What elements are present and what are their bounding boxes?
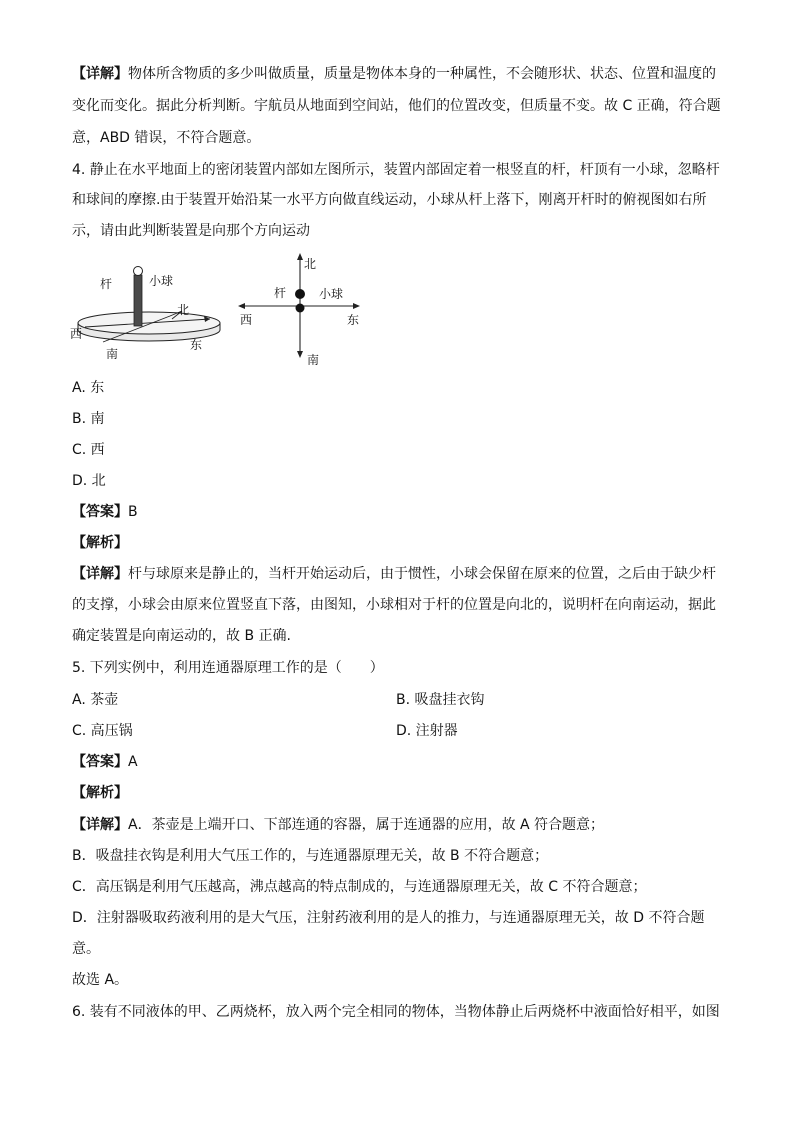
label-west: 西 <box>70 327 83 341</box>
label-rod: 杆 <box>274 286 287 300</box>
q4-detail-line-1: 【详解】杆与球原来是静止的，当杆开始运动后，由于惯性，小球会保留在原来的位置，之后由于缺少杆 <box>72 566 716 582</box>
q4-stem-line-3: 示，请由此判断装置是向那个方向运动 <box>72 223 310 239</box>
label-east: 东 <box>190 338 203 352</box>
q5-answer: 【答案】A <box>72 754 138 770</box>
ball <box>134 267 143 276</box>
label-east: 东 <box>347 313 360 327</box>
q5-option-b: B. 吸盘挂衣钩 <box>396 692 485 708</box>
q5-detail-line-3: C．高压锅是利用气压越高，沸点越高的特点制成的，与连通器原理无关，故 C 不符合题意； <box>72 879 647 895</box>
q5-detail-line-4: D．注射器吸取药液利用的是大气压，注射药液利用的是人的推力，与连通器原理无关，故 D 不符合题 <box>72 910 705 926</box>
right-diagram <box>238 253 360 367</box>
label-ball: 小球 <box>319 287 344 301</box>
label-south: 南 <box>106 347 119 361</box>
q5-stem: 5. 下列实例中，利用连通器原理工作的是（ ） <box>72 660 384 676</box>
q6-stem-line-1: 6. 装有不同液体的甲、乙两烧杯，放入两个完全相同的物体，当物体静止后两烧杯中液面恰好相平，如图 <box>72 1004 720 1020</box>
q4-option-c: C. 西 <box>72 442 105 458</box>
q3-detail-line-2: 变化而变化。据此分析判断。宇航员从地面到空间站，他们的位置改变，但质量不变。故 C 正确，符合题 <box>72 98 721 114</box>
q4-analysis-tag: 【解析】 <box>72 535 128 551</box>
q4-option-d: D. 北 <box>72 473 106 489</box>
label-north: 北 <box>177 303 190 317</box>
label-north: 北 <box>304 257 317 271</box>
detail-tag: 【详解】 <box>72 66 128 82</box>
q5-analysis-tag: 【解析】 <box>72 785 128 801</box>
q4-answer: 【答案】B <box>72 504 138 520</box>
ball-top-view <box>295 289 305 299</box>
label-rod: 杆 <box>100 277 113 291</box>
q4-detail-line-2: 的支撑，小球会由原来位置竖直下落，由图知，小球相对于杆的位置是向北的，说明杆在向南运动，据此 <box>72 597 716 613</box>
rod <box>134 275 142 326</box>
q5-option-a: A. 茶壶 <box>72 692 119 708</box>
q3-detail-line-3: 意，ABD 错误，不符合题意。 <box>72 130 261 146</box>
rod-top-view <box>296 304 305 313</box>
q3-detail-line-1: 【详解】物体所含物质的多少叫做质量，质量是物体本身的一种属性，不会随形状、状态、位置和温度的 <box>72 66 716 82</box>
label-ball: 小球 <box>149 274 174 288</box>
q4-detail-line-3: 确定装置是向南运动的，故 B 正确. <box>72 628 291 644</box>
left-diagram <box>70 267 220 362</box>
label-south: 南 <box>307 353 320 367</box>
q5-detail-line-2: B．吸盘挂衣钩是利用大气压工作的，与连通器原理无关，故 B 不符合题意； <box>72 848 549 864</box>
q4-option-b: B. 南 <box>72 411 105 427</box>
q5-option-d: D. 注射器 <box>396 723 458 739</box>
label-west: 西 <box>240 313 253 327</box>
q5-detail-line-5: 意。 <box>72 941 100 957</box>
q5-conclusion: 故选 A。 <box>72 972 129 988</box>
q5-option-c: C. 高压锅 <box>72 723 133 739</box>
q4-option-a: A. 东 <box>72 380 105 396</box>
q5-detail-line-1: 【详解】A．茶壶是上端开口、下部连通的容器，属于连通器的应用，故 A 符合题意； <box>72 817 605 833</box>
q4-stem-line-2: 和球间的摩擦.由于装置开始沿某一水平方向做直线运动，小球从杆上落下，刚离开杆时的俯视图如右所 <box>72 192 707 208</box>
q4-stem-line-1: 4. 静止在水平地面上的密闭装置内部如左图所示，装置内部固定着一根竖直的杆，杆顶有一小球，忽略杆 <box>72 162 720 178</box>
q4-figure <box>60 248 380 373</box>
